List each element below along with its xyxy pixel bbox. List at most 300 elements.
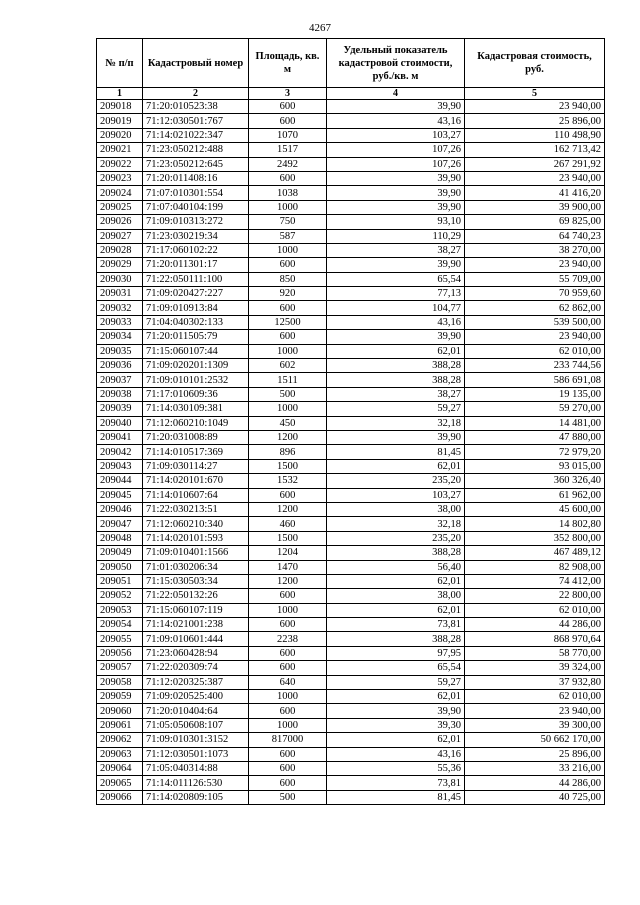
header-cadastral-cost: Кадастровая стоимость, руб. [465, 39, 605, 88]
cadastral-number-cell: 71:09:010601:444 [143, 632, 249, 646]
cadastral-cost-cell: 62 862,00 [465, 301, 605, 315]
cadastral-cost-cell: 23 940,00 [465, 258, 605, 272]
row-number-cell: 209027 [97, 229, 143, 243]
cadastral-number-cell: 71:23:050212:488 [143, 143, 249, 157]
cadastral-cost-cell: 93 015,00 [465, 459, 605, 473]
row-number-cell: 209022 [97, 157, 143, 171]
row-number-cell: 209037 [97, 373, 143, 387]
cadastral-number-cell: 71:09:010313:272 [143, 215, 249, 229]
header-specific-value: Удельный показатель кадастровой стоимости, руб./кв. м [327, 39, 465, 88]
row-number-cell: 209066 [97, 790, 143, 804]
specific-value-cell: 81,45 [327, 445, 465, 459]
cadastral-cost-cell: 74 412,00 [465, 574, 605, 588]
table-row [97, 589, 605, 603]
area-cell: 500 [249, 387, 327, 401]
table-row [97, 186, 605, 200]
row-number-cell: 209062 [97, 733, 143, 747]
table-row [97, 474, 605, 488]
specific-value-cell: 59,27 [327, 675, 465, 689]
cadastral-cost-cell: 33 216,00 [465, 761, 605, 775]
column-number-row [97, 88, 605, 100]
area-cell: 1000 [249, 243, 327, 257]
table-row [97, 258, 605, 272]
area-cell: 1500 [249, 531, 327, 545]
cadastral-cost-cell: 467 489,12 [465, 546, 605, 560]
table-row [97, 733, 605, 747]
cadastral-cost-cell: 70 959,60 [465, 287, 605, 301]
table-row [97, 632, 605, 646]
area-cell: 600 [249, 330, 327, 344]
row-number-cell: 209061 [97, 718, 143, 732]
area-cell: 1000 [249, 718, 327, 732]
table-row [97, 675, 605, 689]
column-number: 5 [465, 88, 605, 100]
cadastral-number-cell: 71:14:020101:670 [143, 474, 249, 488]
table-row [97, 776, 605, 790]
cadastral-number-cell: 71:14:010607:64 [143, 488, 249, 502]
table-row [97, 546, 605, 560]
cadastral-value-table [96, 38, 605, 805]
table-row [97, 402, 605, 416]
row-number-cell: 209024 [97, 186, 143, 200]
area-cell: 600 [249, 704, 327, 718]
specific-value-cell: 39,90 [327, 200, 465, 214]
cadastral-number-cell: 71:20:031008:89 [143, 430, 249, 444]
cadastral-cost-cell: 110 498,90 [465, 128, 605, 142]
specific-value-cell: 39,90 [327, 186, 465, 200]
area-cell: 12500 [249, 315, 327, 329]
page-number: 4267 [309, 22, 331, 34]
row-number-cell: 209034 [97, 330, 143, 344]
cadastral-number-cell: 71:05:050608:107 [143, 718, 249, 732]
table-row [97, 157, 605, 171]
cadastral-number-cell: 71:05:040314:88 [143, 761, 249, 775]
area-cell: 1000 [249, 603, 327, 617]
row-number-cell: 209020 [97, 128, 143, 142]
specific-value-cell: 97,95 [327, 646, 465, 660]
row-number-cell: 209050 [97, 560, 143, 574]
row-number-cell: 209019 [97, 114, 143, 128]
cadastral-number-cell: 71:04:040302:133 [143, 315, 249, 329]
table-row [97, 704, 605, 718]
specific-value-cell: 43,16 [327, 747, 465, 761]
specific-value-cell: 59,27 [327, 402, 465, 416]
area-cell: 600 [249, 776, 327, 790]
table-row [97, 359, 605, 373]
cadastral-number-cell: 71:23:060428:94 [143, 646, 249, 660]
specific-value-cell: 32,18 [327, 416, 465, 430]
row-number-cell: 209049 [97, 546, 143, 560]
area-cell: 460 [249, 517, 327, 531]
specific-value-cell: 65,54 [327, 272, 465, 286]
cadastral-cost-cell: 23 940,00 [465, 330, 605, 344]
specific-value-cell: 110,29 [327, 229, 465, 243]
area-cell: 1517 [249, 143, 327, 157]
table-row [97, 143, 605, 157]
cadastral-number-cell: 71:22:020309:74 [143, 661, 249, 675]
table-row [97, 502, 605, 516]
specific-value-cell: 93,10 [327, 215, 465, 229]
area-cell: 600 [249, 301, 327, 315]
specific-value-cell: 103,27 [327, 128, 465, 142]
cadastral-number-cell: 71:14:020101:593 [143, 531, 249, 545]
row-number-cell: 209057 [97, 661, 143, 675]
row-number-cell: 209038 [97, 387, 143, 401]
area-cell: 1070 [249, 128, 327, 142]
cadastral-number-cell: 71:12:030501:1073 [143, 747, 249, 761]
cadastral-number-cell: 71:15:030503:34 [143, 574, 249, 588]
area-cell: 600 [249, 618, 327, 632]
cadastral-number-cell: 71:14:030109:381 [143, 402, 249, 416]
specific-value-cell: 62,01 [327, 733, 465, 747]
cadastral-number-cell: 71:09:010401:1566 [143, 546, 249, 560]
cadastral-number-cell: 71:14:020809:105 [143, 790, 249, 804]
cadastral-cost-cell: 64 740,23 [465, 229, 605, 243]
cadastral-number-cell: 71:20:011301:17 [143, 258, 249, 272]
cadastral-cost-cell: 19 135,00 [465, 387, 605, 401]
specific-value-cell: 38,00 [327, 589, 465, 603]
cadastral-number-cell: 71:15:060107:119 [143, 603, 249, 617]
cadastral-cost-cell: 233 744,56 [465, 359, 605, 373]
cadastral-number-cell: 71:12:060210:1049 [143, 416, 249, 430]
area-cell: 600 [249, 114, 327, 128]
area-cell: 1511 [249, 373, 327, 387]
specific-value-cell: 39,90 [327, 704, 465, 718]
cadastral-cost-cell: 38 270,00 [465, 243, 605, 257]
cadastral-number-cell: 71:12:030501:767 [143, 114, 249, 128]
specific-value-cell: 388,28 [327, 359, 465, 373]
row-number-cell: 209030 [97, 272, 143, 286]
specific-value-cell: 388,28 [327, 632, 465, 646]
specific-value-cell: 62,01 [327, 344, 465, 358]
table-row [97, 560, 605, 574]
table-row [97, 387, 605, 401]
specific-value-cell: 81,45 [327, 790, 465, 804]
table-row [97, 229, 605, 243]
cadastral-cost-cell: 868 970,64 [465, 632, 605, 646]
area-cell: 1200 [249, 430, 327, 444]
cadastral-number-cell: 71:20:010523:38 [143, 100, 249, 114]
cadastral-cost-cell: 44 286,00 [465, 776, 605, 790]
cadastral-cost-cell: 360 326,40 [465, 474, 605, 488]
cadastral-number-cell: 71:17:010609:36 [143, 387, 249, 401]
row-number-cell: 209052 [97, 589, 143, 603]
specific-value-cell: 62,01 [327, 574, 465, 588]
row-number-cell: 209029 [97, 258, 143, 272]
table-row [97, 459, 605, 473]
cadastral-cost-cell: 539 500,00 [465, 315, 605, 329]
area-cell: 750 [249, 215, 327, 229]
specific-value-cell: 39,30 [327, 718, 465, 732]
table-row [97, 215, 605, 229]
specific-value-cell: 39,90 [327, 171, 465, 185]
row-number-cell: 209023 [97, 171, 143, 185]
cadastral-cost-cell: 62 010,00 [465, 690, 605, 704]
area-cell: 600 [249, 171, 327, 185]
specific-value-cell: 73,81 [327, 618, 465, 632]
row-number-cell: 209032 [97, 301, 143, 315]
specific-value-cell: 388,28 [327, 546, 465, 560]
cadastral-cost-cell: 69 825,00 [465, 215, 605, 229]
specific-value-cell: 77,13 [327, 287, 465, 301]
area-cell: 640 [249, 675, 327, 689]
row-number-cell: 209047 [97, 517, 143, 531]
specific-value-cell: 107,26 [327, 143, 465, 157]
cadastral-number-cell: 71:07:010301:554 [143, 186, 249, 200]
column-number: 1 [97, 88, 143, 100]
specific-value-cell: 39,90 [327, 330, 465, 344]
area-cell: 920 [249, 287, 327, 301]
area-cell: 1500 [249, 459, 327, 473]
column-number: 3 [249, 88, 327, 100]
cadastral-number-cell: 71:20:011408:16 [143, 171, 249, 185]
row-number-cell: 209041 [97, 430, 143, 444]
specific-value-cell: 38,27 [327, 243, 465, 257]
row-number-cell: 209039 [97, 402, 143, 416]
table-row [97, 287, 605, 301]
area-cell: 600 [249, 747, 327, 761]
cadastral-cost-cell: 25 896,00 [465, 747, 605, 761]
cadastral-number-cell: 71:09:010301:3152 [143, 733, 249, 747]
specific-value-cell: 62,01 [327, 690, 465, 704]
row-number-cell: 209060 [97, 704, 143, 718]
cadastral-number-cell: 71:22:030213:51 [143, 502, 249, 516]
row-number-cell: 209025 [97, 200, 143, 214]
cadastral-cost-cell: 22 800,00 [465, 589, 605, 603]
cadastral-number-cell: 71:07:040104:199 [143, 200, 249, 214]
table-row [97, 718, 605, 732]
cadastral-cost-cell: 39 900,00 [465, 200, 605, 214]
table-header-row [97, 39, 605, 88]
area-cell: 850 [249, 272, 327, 286]
row-number-cell: 209048 [97, 531, 143, 545]
area-cell: 1200 [249, 574, 327, 588]
area-cell: 500 [249, 790, 327, 804]
cadastral-number-cell: 71:22:050111:100 [143, 272, 249, 286]
area-cell: 600 [249, 589, 327, 603]
specific-value-cell: 39,90 [327, 100, 465, 114]
table-row [97, 416, 605, 430]
table-row [97, 200, 605, 214]
table-row [97, 603, 605, 617]
cadastral-cost-cell: 352 800,00 [465, 531, 605, 545]
cadastral-number-cell: 71:09:020427:227 [143, 287, 249, 301]
specific-value-cell: 65,54 [327, 661, 465, 675]
table-row [97, 574, 605, 588]
cadastral-number-cell: 71:17:060102:22 [143, 243, 249, 257]
cadastral-number-cell: 71:20:011505:79 [143, 330, 249, 344]
cadastral-cost-cell: 44 286,00 [465, 618, 605, 632]
row-number-cell: 209040 [97, 416, 143, 430]
row-number-cell: 209036 [97, 359, 143, 373]
cadastral-number-cell: 71:14:010517:369 [143, 445, 249, 459]
cadastral-cost-cell: 37 932,80 [465, 675, 605, 689]
specific-value-cell: 73,81 [327, 776, 465, 790]
area-cell: 1000 [249, 402, 327, 416]
row-number-cell: 209059 [97, 690, 143, 704]
cadastral-number-cell: 71:09:020525:400 [143, 690, 249, 704]
table-row [97, 761, 605, 775]
header-area: Площадь, кв. м [249, 39, 327, 88]
area-cell: 1000 [249, 344, 327, 358]
row-number-cell: 209063 [97, 747, 143, 761]
cadastral-cost-cell: 55 709,00 [465, 272, 605, 286]
cadastral-number-cell: 71:23:030219:34 [143, 229, 249, 243]
area-cell: 1000 [249, 690, 327, 704]
row-number-cell: 209065 [97, 776, 143, 790]
cadastral-number-cell: 71:12:060210:340 [143, 517, 249, 531]
table-row [97, 128, 605, 142]
table-row [97, 618, 605, 632]
area-cell: 1000 [249, 200, 327, 214]
table-row [97, 646, 605, 660]
table-row [97, 531, 605, 545]
table-row [97, 373, 605, 387]
area-cell: 1532 [249, 474, 327, 488]
row-number-cell: 209046 [97, 502, 143, 516]
row-number-cell: 209051 [97, 574, 143, 588]
area-cell: 587 [249, 229, 327, 243]
column-number: 2 [143, 88, 249, 100]
cadastral-cost-cell: 14 802,80 [465, 517, 605, 531]
row-number-cell: 209033 [97, 315, 143, 329]
cadastral-number-cell: 71:12:020325:387 [143, 675, 249, 689]
cadastral-number-cell: 71:20:010404:64 [143, 704, 249, 718]
area-cell: 600 [249, 661, 327, 675]
row-number-cell: 209028 [97, 243, 143, 257]
area-cell: 600 [249, 258, 327, 272]
table-row [97, 488, 605, 502]
cadastral-cost-cell: 40 725,00 [465, 790, 605, 804]
row-number-cell: 209045 [97, 488, 143, 502]
specific-value-cell: 235,20 [327, 474, 465, 488]
specific-value-cell: 103,27 [327, 488, 465, 502]
column-number: 4 [327, 88, 465, 100]
specific-value-cell: 56,40 [327, 560, 465, 574]
area-cell: 602 [249, 359, 327, 373]
table-row [97, 301, 605, 315]
cadastral-cost-cell: 50 662 170,00 [465, 733, 605, 747]
cadastral-cost-cell: 267 291,92 [465, 157, 605, 171]
row-number-cell: 209064 [97, 761, 143, 775]
row-number-cell: 209044 [97, 474, 143, 488]
cadastral-cost-cell: 62 010,00 [465, 603, 605, 617]
specific-value-cell: 104,77 [327, 301, 465, 315]
specific-value-cell: 62,01 [327, 459, 465, 473]
table-row [97, 690, 605, 704]
specific-value-cell: 62,01 [327, 603, 465, 617]
specific-value-cell: 38,27 [327, 387, 465, 401]
cadastral-cost-cell: 59 270,00 [465, 402, 605, 416]
cadastral-number-cell: 71:01:030206:34 [143, 560, 249, 574]
cadastral-cost-cell: 61 962,00 [465, 488, 605, 502]
cadastral-cost-cell: 62 010,00 [465, 344, 605, 358]
table-body [97, 100, 605, 805]
specific-value-cell: 43,16 [327, 315, 465, 329]
cadastral-number-cell: 71:09:020201:1309 [143, 359, 249, 373]
specific-value-cell: 107,26 [327, 157, 465, 171]
specific-value-cell: 388,28 [327, 373, 465, 387]
specific-value-cell: 55,36 [327, 761, 465, 775]
cadastral-cost-cell: 72 979,20 [465, 445, 605, 459]
specific-value-cell: 43,16 [327, 114, 465, 128]
cadastral-cost-cell: 58 770,00 [465, 646, 605, 660]
row-number-cell: 209055 [97, 632, 143, 646]
area-cell: 817000 [249, 733, 327, 747]
cadastral-cost-cell: 82 908,00 [465, 560, 605, 574]
cadastral-cost-cell: 14 481,00 [465, 416, 605, 430]
table-row [97, 272, 605, 286]
area-cell: 1200 [249, 502, 327, 516]
row-number-cell: 209042 [97, 445, 143, 459]
row-number-cell: 209035 [97, 344, 143, 358]
table-row [97, 661, 605, 675]
area-cell: 600 [249, 100, 327, 114]
area-cell: 600 [249, 761, 327, 775]
table-row [97, 790, 605, 804]
cadastral-number-cell: 71:09:010913:84 [143, 301, 249, 315]
row-number-cell: 209018 [97, 100, 143, 114]
specific-value-cell: 39,90 [327, 258, 465, 272]
cadastral-cost-cell: 45 600,00 [465, 502, 605, 516]
row-number-cell: 209043 [97, 459, 143, 473]
table-row [97, 445, 605, 459]
cadastral-number-cell: 71:14:021022:347 [143, 128, 249, 142]
cadastral-number-cell: 71:09:010101:2532 [143, 373, 249, 387]
area-cell: 2238 [249, 632, 327, 646]
area-cell: 450 [249, 416, 327, 430]
table-row [97, 517, 605, 531]
area-cell: 1038 [249, 186, 327, 200]
row-number-cell: 209056 [97, 646, 143, 660]
cadastral-cost-cell: 23 940,00 [465, 704, 605, 718]
cadastral-number-cell: 71:23:050212:645 [143, 157, 249, 171]
cadastral-cost-cell: 41 416,20 [465, 186, 605, 200]
specific-value-cell: 32,18 [327, 517, 465, 531]
cadastral-cost-cell: 47 880,00 [465, 430, 605, 444]
area-cell: 2492 [249, 157, 327, 171]
area-cell: 1470 [249, 560, 327, 574]
cadastral-cost-cell: 162 713,42 [465, 143, 605, 157]
specific-value-cell: 39,90 [327, 430, 465, 444]
area-cell: 600 [249, 646, 327, 660]
cadastral-cost-cell: 23 940,00 [465, 100, 605, 114]
area-cell: 1204 [249, 546, 327, 560]
row-number-cell: 209026 [97, 215, 143, 229]
cadastral-cost-cell: 586 691,08 [465, 373, 605, 387]
table-row [97, 430, 605, 444]
cadastral-number-cell: 71:15:060107:44 [143, 344, 249, 358]
row-number-cell: 209053 [97, 603, 143, 617]
area-cell: 896 [249, 445, 327, 459]
cadastral-number-cell: 71:14:021001:238 [143, 618, 249, 632]
cadastral-cost-cell: 39 324,00 [465, 661, 605, 675]
area-cell: 600 [249, 488, 327, 502]
table-row [97, 747, 605, 761]
row-number-cell: 209058 [97, 675, 143, 689]
cadastral-number-cell: 71:09:030114:27 [143, 459, 249, 473]
cadastral-cost-cell: 39 300,00 [465, 718, 605, 732]
table-row [97, 315, 605, 329]
table-row [97, 114, 605, 128]
specific-value-cell: 235,20 [327, 531, 465, 545]
row-number-cell: 209021 [97, 143, 143, 157]
header-row-number: № п/п [97, 39, 143, 88]
cadastral-number-cell: 71:14:011126:530 [143, 776, 249, 790]
cadastral-cost-cell: 25 896,00 [465, 114, 605, 128]
cadastral-cost-cell: 23 940,00 [465, 171, 605, 185]
table-row [97, 344, 605, 358]
